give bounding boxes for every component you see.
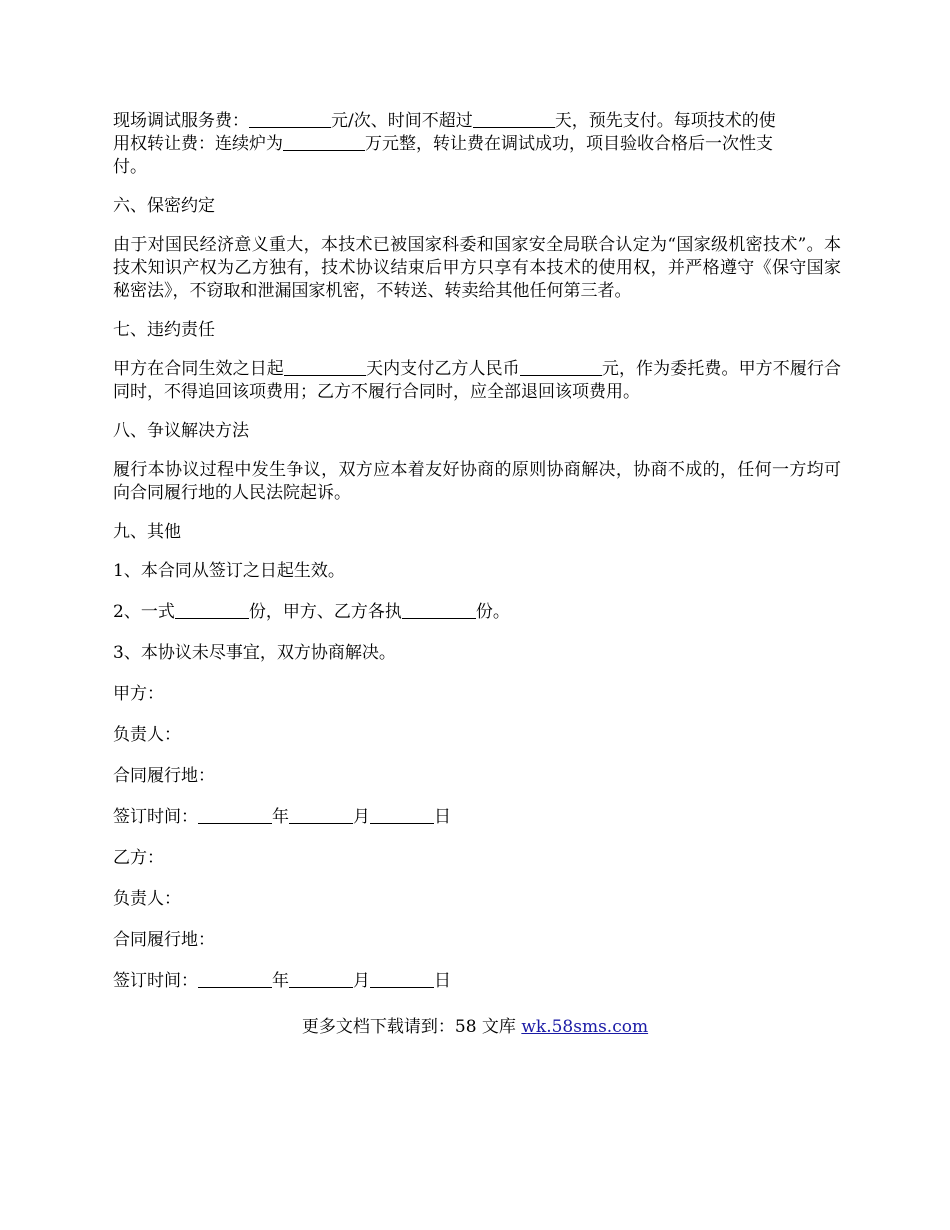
text-fragment: 月: [353, 971, 370, 991]
party-a-sign-date: [113, 806, 841, 829]
text-fragment: 年: [272, 971, 289, 991]
fill-blank: [370, 970, 434, 988]
text-fragment: 天，预先支付。每项技术的使: [554, 111, 776, 131]
breach-paragraph: [113, 358, 841, 404]
text-fragment: 用权转让费：连续炉为: [113, 134, 283, 154]
party-b-label: 乙方：: [113, 848, 164, 868]
footer-link[interactable]: wk.58sms.com: [521, 1017, 649, 1037]
dispute-paragraph: 履行本协议过程中发生争议，双方应本着友好协商的原则协商解决，协商不成的，任何一方均可向合同履行地的人民法院起诉。: [113, 460, 841, 503]
fill-blank: [175, 601, 249, 619]
party-b-place: 合同履行地：: [113, 930, 215, 950]
party-a-manager: 负责人：: [113, 725, 181, 745]
text-fragment: 签订时间：: [113, 971, 198, 991]
list-item: 3、本协议未尽事宜，双方协商解决。: [113, 643, 396, 663]
fill-blank: [249, 110, 331, 128]
payment-terms-paragraph: [113, 110, 841, 179]
fill-blank: [284, 358, 366, 376]
fill-blank: [370, 806, 434, 824]
text-fragment: 甲方在合同生效之日起: [113, 359, 284, 379]
text-fragment: 天内支付乙方人民币: [365, 359, 520, 379]
text-fragment: 签订时间：: [113, 807, 198, 827]
fill-blank: [402, 601, 476, 619]
footer-text: 更多文档下载请到：58 文库: [301, 1017, 522, 1037]
party-a-place: 合同履行地：: [113, 766, 215, 786]
footer: [0, 1016, 950, 1039]
text-fragment: 月: [353, 807, 370, 827]
party-a-label: 甲方：: [113, 684, 164, 704]
party-b-manager: 负责人：: [113, 889, 181, 909]
list-item: 1、本合同从签订之日起生效。: [113, 561, 345, 581]
text-fragment: 元/次、时间不超过: [331, 111, 473, 131]
section-heading-breach: 七、违约责任: [113, 320, 215, 340]
fill-blank: [198, 970, 272, 988]
text-fragment: 份。: [475, 602, 510, 622]
text-fragment: 日: [434, 971, 451, 991]
section-heading-other: 九、其他: [113, 522, 181, 542]
party-b-sign-date: [113, 970, 841, 993]
section-heading-confidentiality: 六、保密约定: [113, 196, 215, 216]
text-fragment: 现场调试服务费：: [113, 111, 249, 131]
confidentiality-paragraph: 由于对国民经济意义重大，本技术已被国家科委和国家安全局联合认定为“国家级机密技术”。本技术知识产权为乙方独有，技术协议结束后甲方只享有本技术的使用权，并严格遵守《保守国家秘密法》，不窃取和泄漏国家机密，不转送、转卖给其他任何第三者。: [113, 235, 841, 301]
document-body: [113, 110, 841, 1011]
fill-blank: [283, 133, 365, 151]
text-fragment: 份，甲方、乙方各执: [248, 602, 402, 622]
fill-blank: [289, 806, 353, 824]
text-fragment: 付。: [113, 157, 147, 177]
fill-blank: [289, 970, 353, 988]
text-fragment: 2、一式: [113, 602, 175, 622]
fill-blank: [198, 806, 272, 824]
text-fragment: 元，作为委托费。甲方不履行合同时，不得追回该项费用；乙方不履行合同时，应全部退回该项费用。: [113, 359, 842, 402]
text-fragment: 日: [434, 807, 451, 827]
fill-blank: [473, 110, 555, 128]
list-item: [113, 601, 841, 624]
section-heading-dispute: 八、争议解决方法: [113, 421, 249, 441]
text-fragment: 年: [272, 807, 289, 827]
fill-blank: [520, 358, 602, 376]
text-fragment: 万元整，转让费在调试成功，项目验收合格后一次性支: [365, 134, 773, 154]
